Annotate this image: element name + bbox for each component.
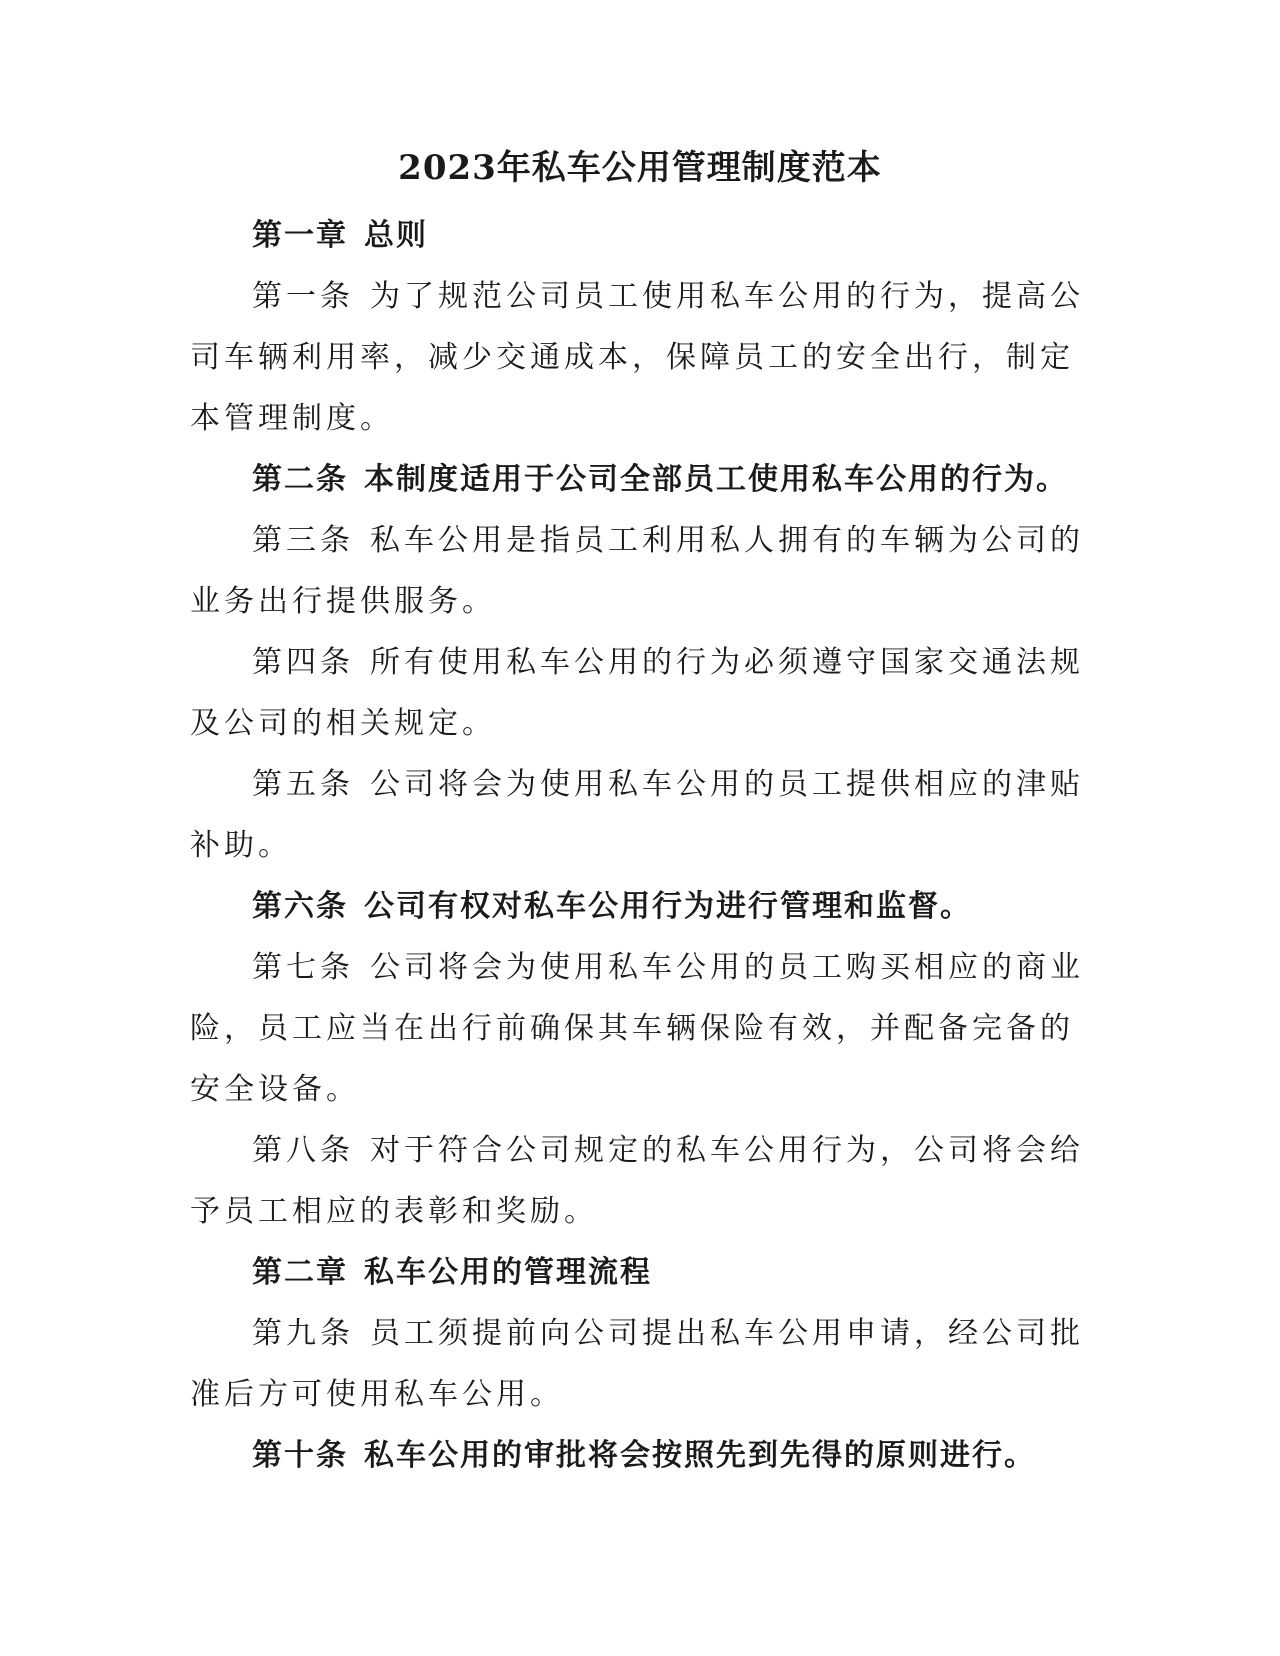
article-paragraph bbox=[190, 1425, 1090, 1486]
paragraph-text: 所有使用私车公用的行为必须遵守国家交通法规及公司的相关规定。 bbox=[190, 645, 1084, 741]
chapter-heading bbox=[190, 205, 1090, 266]
paragraph-text: 员工须提前向公司提出私车公用申请，经公司批准后方可使用私车公用。 bbox=[190, 1316, 1084, 1412]
paragraph-label: 第十条 bbox=[252, 1438, 348, 1473]
paragraph-label: 第九条 bbox=[252, 1316, 354, 1351]
paragraph-text: 对于符合公司规定的私车公用行为，公司将会给予员工相应的表彰和奖励。 bbox=[190, 1133, 1084, 1229]
article-paragraph bbox=[190, 937, 1090, 1120]
article-paragraph bbox=[190, 754, 1090, 876]
paragraph-label: 第六条 bbox=[252, 889, 348, 924]
article-paragraph bbox=[190, 449, 1090, 510]
paragraph-text: 公司将会为使用私车公用的员工购买相应的商业险，员工应当在出行前确保其车辆保险有效，并配备完备的安全设备。 bbox=[190, 950, 1084, 1107]
paragraph-text: 私车公用的管理流程 bbox=[364, 1255, 652, 1290]
article-paragraph bbox=[190, 876, 1090, 937]
paragraph-label: 第二条 bbox=[252, 462, 348, 497]
paragraph-text: 公司将会为使用私车公用的员工提供相应的津贴补助。 bbox=[190, 767, 1084, 863]
paragraph-text: 私车公用的审批将会按照先到先得的原则进行。 bbox=[364, 1438, 1036, 1473]
chapter-heading bbox=[190, 1242, 1090, 1303]
document-title: 2023年私车公用管理制度范本 bbox=[398, 148, 882, 188]
paragraph-label: 第三条 bbox=[252, 523, 354, 558]
paragraph-text: 为了规范公司员工使用私车公用的行为，提高公司车辆利用率，减少交通成本，保障员工的安全出行，制定本管理制度。 bbox=[190, 279, 1084, 436]
article-paragraph bbox=[190, 1120, 1090, 1242]
article-paragraph bbox=[190, 266, 1090, 449]
article-paragraph bbox=[190, 1303, 1090, 1425]
paragraph-label: 第四条 bbox=[252, 645, 354, 680]
paragraph-label: 第二章 bbox=[252, 1255, 348, 1290]
paragraph-label: 第一章 bbox=[252, 218, 348, 253]
article-paragraph bbox=[190, 510, 1090, 632]
paragraph-text: 私车公用是指员工利用私人拥有的车辆为公司的业务出行提供服务。 bbox=[190, 523, 1084, 619]
document-body bbox=[190, 205, 1090, 1486]
paragraph-label: 第七条 bbox=[252, 950, 354, 985]
article-paragraph bbox=[190, 632, 1090, 754]
paragraph-text: 本制度适用于公司全部员工使用私车公用的行为。 bbox=[364, 462, 1068, 497]
paragraph-text: 总则 bbox=[364, 218, 428, 253]
paragraph-text: 公司有权对私车公用行为进行管理和监督。 bbox=[364, 889, 972, 924]
paragraph-label: 第八条 bbox=[252, 1133, 354, 1168]
paragraph-label: 第五条 bbox=[252, 767, 354, 802]
paragraph-label: 第一条 bbox=[252, 279, 354, 314]
